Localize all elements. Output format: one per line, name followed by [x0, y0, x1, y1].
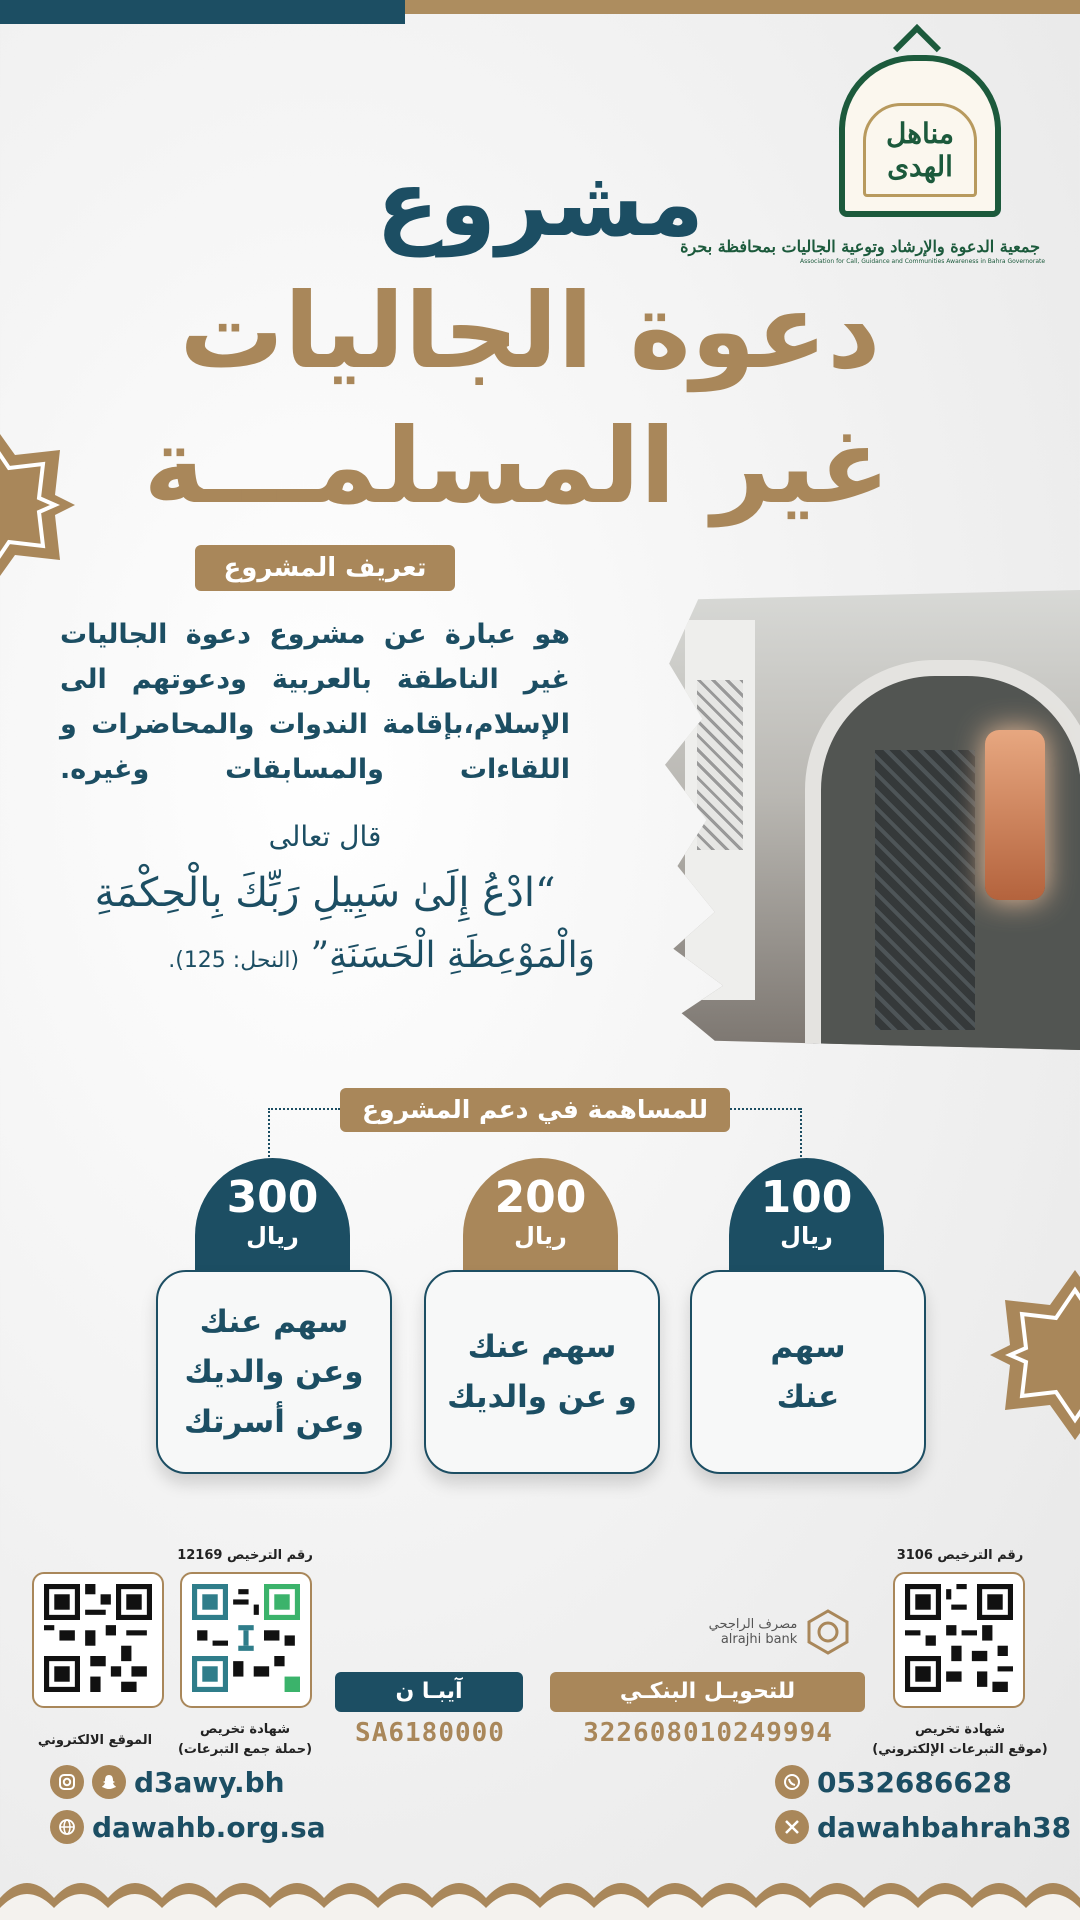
iban-value[interactable]: SA6180000: [355, 1718, 505, 1748]
decorative-star-right: [990, 1270, 1080, 1440]
license-caption-right-sub: (موقع التبرعات الإلكتروني): [872, 1742, 1048, 1757]
package-description: سهم عنك وعن والديك وعن أسرتك: [183, 1304, 365, 1440]
package-description: سهم عنك و عن والديك: [447, 1329, 637, 1415]
package-currency: ريال: [780, 1222, 833, 1250]
logo-dome: [839, 55, 1001, 217]
license-caption-right: شهادة تخريص: [914, 1722, 1006, 1737]
package-description: سهم عنك: [770, 1329, 846, 1415]
logo-org-name-en: Association for Call, Guidance and Communities Awareness in Bahra Governorate: [800, 258, 1046, 265]
decorative-star-left: [0, 420, 75, 590]
package-300-card[interactable]: [156, 1270, 392, 1474]
title-line-1: مشروع: [376, 150, 704, 257]
bank-account-number[interactable]: 322608010249994: [583, 1718, 833, 1748]
x-twitter-icon: [775, 1810, 809, 1844]
logo-emblem-text: مناهل الهدى: [863, 103, 977, 197]
quran-intro: قال تعالى: [268, 820, 382, 853]
package-amount: 100: [760, 1172, 853, 1223]
quran-verse-line-1: “ادْعُ إِلَىٰ سَبِيلِ رَبِّكَ بِالْحِكْمَةِ: [94, 870, 556, 916]
package-amount: 200: [494, 1172, 587, 1223]
connector-right: [730, 1108, 800, 1110]
quran-verse-reference: (النحل: 125).: [168, 948, 300, 973]
qr-code-icon: [192, 1584, 300, 1692]
license-number-right: رقم الترخيص 3106: [896, 1548, 1024, 1563]
alrajhi-bank-icon: [805, 1609, 851, 1655]
package-currency: ريال: [246, 1222, 299, 1250]
package-300-header: [195, 1158, 350, 1270]
package-200-card[interactable]: [424, 1270, 660, 1474]
logo-org-name: جمعية الدعوة والإرشاد وتوعية الجاليات بمحافظة بحرة: [680, 237, 1040, 256]
license-caption-mid: شهادة تخريص: [199, 1722, 291, 1737]
qr-code-fundraising[interactable]: [180, 1572, 312, 1708]
package-amount: 300: [226, 1172, 319, 1223]
license-number-mid: رقم الترخيص 12169: [177, 1548, 313, 1563]
package-100-header: [729, 1158, 884, 1270]
qr-code-website[interactable]: [32, 1572, 164, 1708]
website-url: dawahb.org.sa: [92, 1810, 326, 1844]
instagram-icon: [50, 1765, 84, 1799]
globe-icon: [50, 1810, 84, 1844]
snapchat-icon: [92, 1765, 126, 1799]
whatsapp-icon: [775, 1765, 809, 1799]
quran-verse-line-2: [55, 935, 595, 976]
alrajhi-bank-logo: [705, 1609, 855, 1655]
mosque-doorway-photo: [665, 590, 1080, 1050]
bank-name-en: alrajhi bank: [720, 1632, 798, 1647]
qr-code-icon: [905, 1584, 1013, 1692]
top-accent-bar-teal: [0, 0, 405, 24]
contact-phone[interactable]: [775, 1765, 1012, 1799]
definition-badge: تعريف المشروع: [195, 545, 455, 591]
package-200-header: [463, 1158, 618, 1270]
connector-left: [268, 1108, 340, 1110]
contribution-label: للمساهمة في دعم المشروع: [340, 1088, 730, 1132]
qr-code-icon: [44, 1584, 152, 1692]
contact-social[interactable]: [50, 1765, 285, 1799]
bank-transfer-label: للتحويـل البنكـي: [550, 1672, 865, 1712]
package-currency: ريال: [514, 1222, 567, 1250]
title-line-2: دعوة الجاليات: [179, 270, 881, 392]
phone-number: 0532686628: [817, 1765, 1012, 1799]
license-caption-mid-sub: (حملة جمع التبرعات): [177, 1742, 313, 1757]
definition-text: هو عبارة عن مشروع دعوة الجاليات غير الناطقة بالعربية ودعوتهم الى الإسلام،بإقامة الندوات والمحاضرات و اللقاءات والمسابقات وغيره.: [60, 619, 570, 785]
contact-twitter[interactable]: [775, 1810, 1071, 1844]
package-100-card[interactable]: [690, 1270, 926, 1474]
decorative-scallop-border: [0, 1870, 1080, 1920]
snapchat-handle: d3awy.bh: [134, 1765, 285, 1799]
bank-name-ar: مصرف الراجحي: [708, 1617, 798, 1632]
quran-verse-text: وَالْمَوْعِظَةِ الْحَسَنَةِ”: [310, 935, 595, 976]
website-caption: الموقع الالكتروني: [37, 1733, 153, 1748]
title-line-3: غير المسلمـــة: [143, 405, 890, 527]
iban-label: آيبـا ن: [335, 1672, 523, 1712]
top-accent-bar-gold: [405, 0, 1080, 14]
contact-website[interactable]: [50, 1810, 326, 1844]
twitter-handle: dawahbahrah38: [817, 1810, 1072, 1844]
qr-code-donations-site[interactable]: [893, 1572, 1025, 1708]
